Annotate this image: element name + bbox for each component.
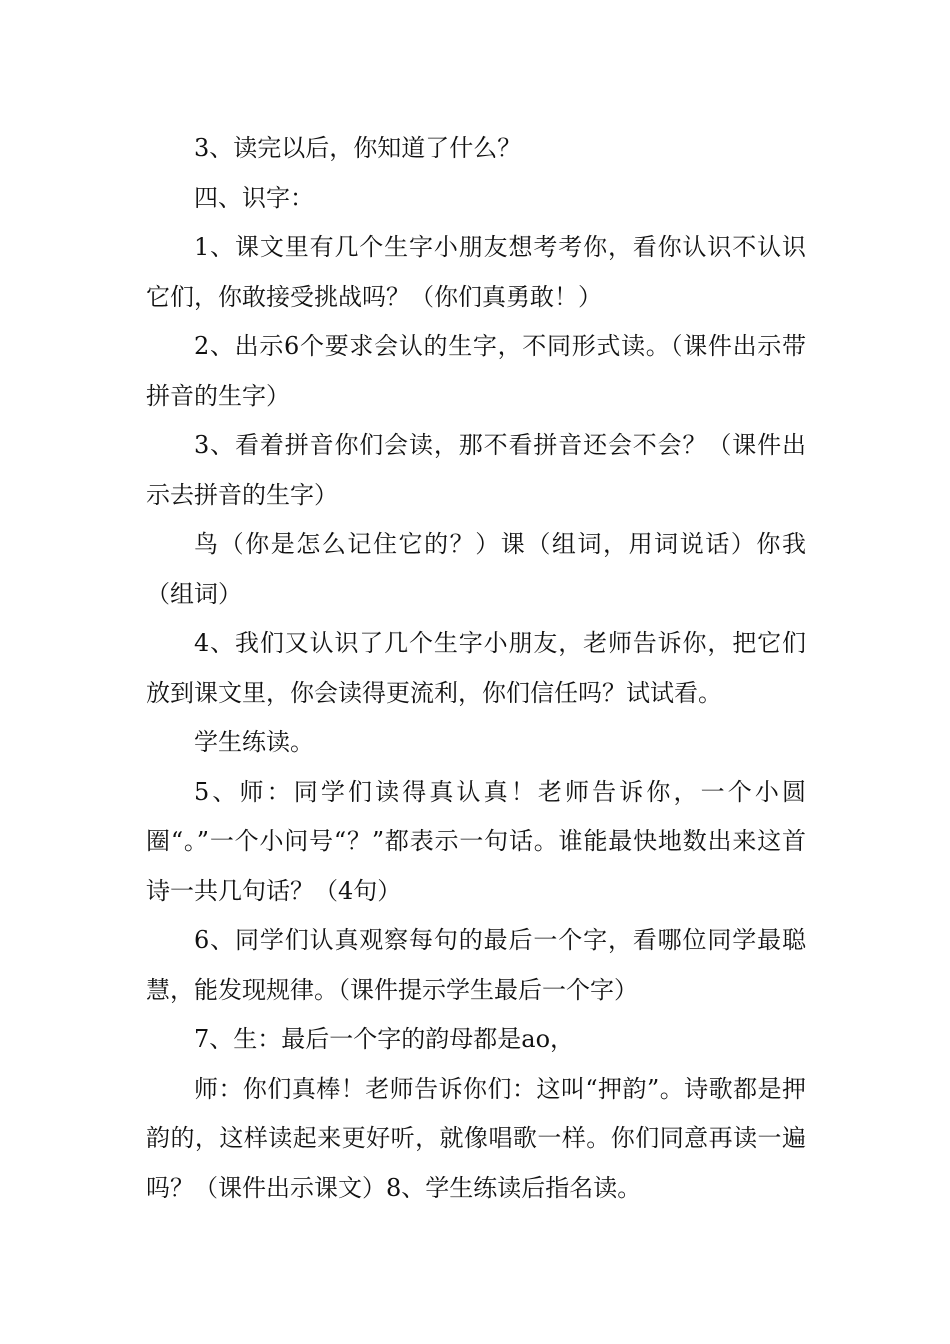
paragraph-step-4: 4、我们又认识了几个生字小朋友，老师告诉你，把它们放到课文里，你会读得更流利，你们信任吗？试试看。 [146, 629, 806, 707]
paragraph-read-question: 3、读完以后，你知道了什么？ [194, 134, 522, 162]
paragraph-student-practice: 学生练读。 [194, 728, 314, 756]
paragraph-step-2: 2、出示6个要求会认的生字，不同形式读。（课件出示带拼音的生字） [146, 332, 806, 410]
paragraph-step-3: 3、看着拼音你们会读，那不看拼音还会不会？（课件出示去拼音的生字） [146, 431, 806, 509]
paragraph-teacher-rhyme: 师：你们真棒！老师告诉你们：这叫“押韵”。诗歌都是押韵的，这样读起来更好听，就像唱歌一样。你们同意再读一遍吗？（课件出示课文）8、学生练读后指名读。 [146, 1074, 806, 1202]
paragraph-step-1: 1、课文里有几个生字小朋友想考考你，看你认识不认识它们，你敢接受挑战吗？（你们真勇敢！） [146, 233, 806, 311]
paragraph-step-5: 5、师：同学们读得真认真！老师告诉你，一个小圆圈“。”一个小问号“？”都表示一句话。谁能最快地数出来这首诗一共几句话？（4句） [146, 777, 806, 905]
document-body [146, 124, 806, 1213]
section-heading-literacy: 四、识字： [194, 183, 314, 212]
paragraph-step-7: 7、生：最后一个字的韵母都是ao， [194, 1025, 575, 1053]
paragraph-characters: 鸟（你是怎么记住它的？）课（组词，用词说话）你我（组词） [146, 530, 806, 608]
paragraph-step-6: 6、同学们认真观察每句的最后一个字，看哪位同学最聪慧，能发现规律。（课件提示学生最后一个字） [146, 926, 806, 1004]
